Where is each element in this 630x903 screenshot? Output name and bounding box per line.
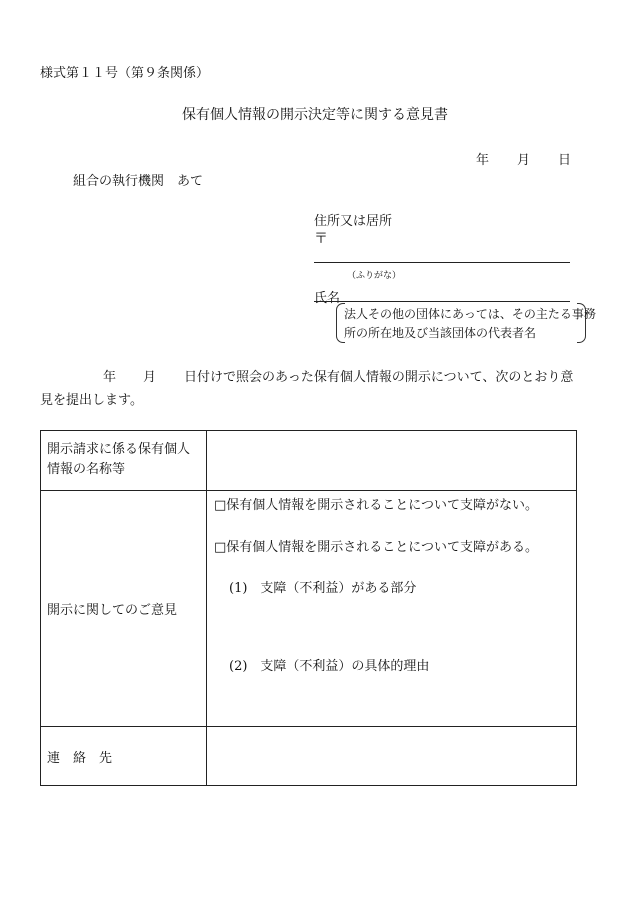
addressee: 組合の執行機関 あて	[73, 174, 204, 189]
sub-item-specific-reason: (2) 支障（不利益）の具体的理由	[229, 659, 430, 674]
date-year-label: 年	[476, 153, 490, 168]
opinion-label: 開示に関してのご意見	[47, 603, 178, 618]
date-month-label: 月	[517, 153, 531, 168]
body-line2: 見を提出します。	[40, 393, 143, 408]
document-title: 保有個人情報の開示決定等に関する意見書	[182, 107, 448, 123]
name-underline	[314, 301, 570, 302]
corporate-note	[336, 303, 596, 341]
body-month-label: 月	[143, 370, 157, 385]
name-label: 氏名	[314, 291, 341, 306]
furigana-label: （ふりがな）	[347, 271, 402, 281]
table-row	[41, 431, 577, 491]
form-number: 様式第１１号（第９条関係）	[40, 66, 210, 81]
request-info-label-cell	[41, 431, 207, 491]
corporate-note-line1: 法人その他の団体にあっては、その主たる事務	[344, 307, 596, 321]
date-day-label: 日	[558, 153, 572, 168]
contact-field[interactable]	[207, 727, 577, 786]
table-row	[41, 727, 577, 786]
sub-item-affected-part: (1) 支障（不利益）がある部分	[229, 581, 417, 596]
request-info-field[interactable]	[207, 431, 577, 491]
option-issue[interactable]: □保有個人情報を開示されることについて支障がある。	[214, 540, 539, 555]
contact-label: 連 絡 先	[47, 750, 113, 766]
corporate-note-line2: 所の所在地及び当該団体の代表者名	[344, 326, 537, 340]
body-year-label: 年	[103, 370, 117, 385]
opinion-label-cell	[41, 491, 207, 727]
opinion-field	[207, 491, 577, 727]
option-no-issue[interactable]: □保有個人情報を開示されることについて支障がない。	[214, 498, 539, 513]
table-row	[41, 491, 577, 727]
postal-mark-icon: 〒	[314, 231, 328, 247]
address-label: 住所又は居所	[314, 214, 393, 229]
contact-label-cell	[41, 727, 207, 786]
address-underline	[314, 262, 570, 263]
opinion-table	[40, 430, 577, 786]
request-info-label-line1: 開示請求に係る保有個人	[47, 442, 191, 457]
body-line1: 日付けで照会のあった保有個人情報の開示について、次のとおり意	[184, 370, 574, 385]
request-info-label-line2: 情報の名称等	[47, 462, 126, 477]
